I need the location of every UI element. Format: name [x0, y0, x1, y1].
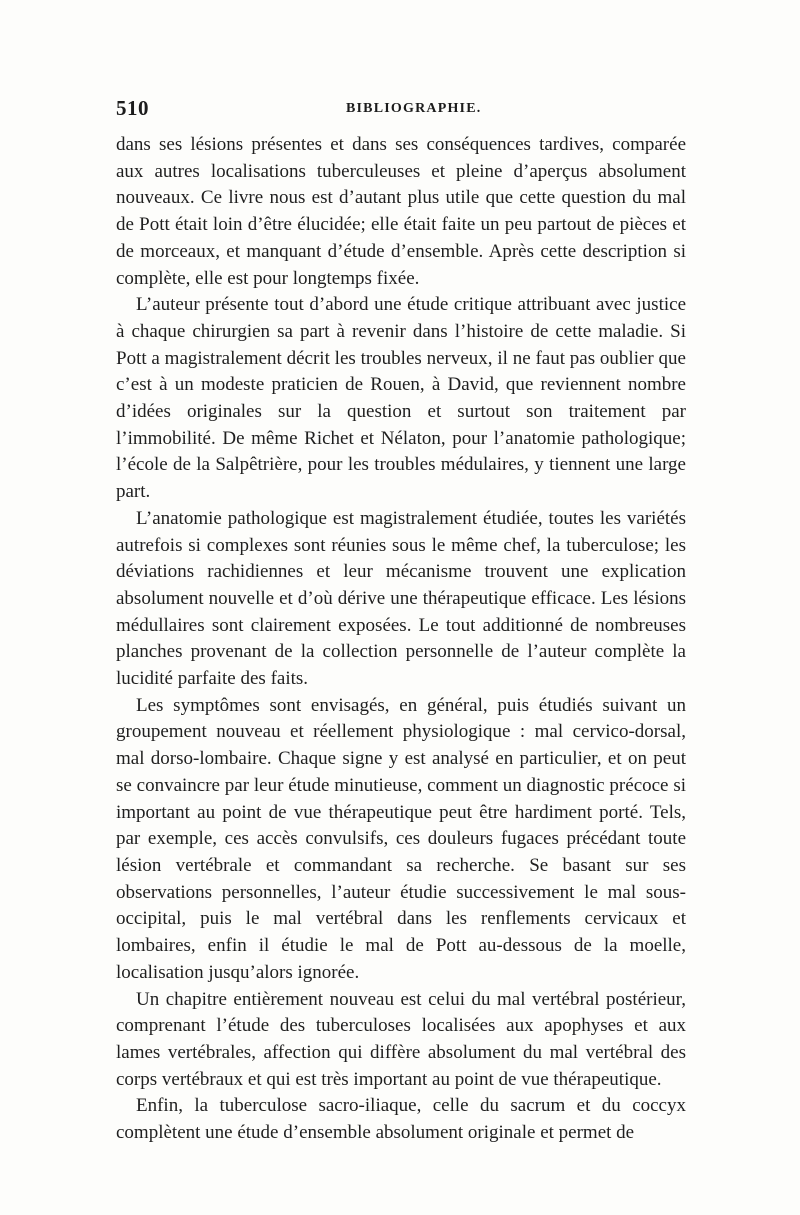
paragraph: L’auteur présente tout d’abord une étude critique attribuant avec justice à chaque chirurgien sa part à revenir dans l’histoire de cette maladie. Si Pott a magistralement décrit les troubles nerveux, il ne faut pas oublier que c’est à un modeste praticien de Rouen, à David, que reviennent nombre d’idées originales sur la question et surtout son traitement par l’immobilité. De même Richet et Nélaton, pour l’anatomie pathologique; l’école de la Salpêtrière, pour les troubles médulaires, y tiennent une large part.	[116, 294, 686, 503]
paragraph: L’anatomie pathologique est magistralement étudiée, toutes les variétés autrefois si complexes sont réunies sous le même chef, la tuberculose; les déviations rachidiennes et leur mécanisme trouvent une explication absolument nouvelle et d’où dérive une thérapeutique efficace. Les lésions médullaires sont clairement exposées. Le tout additionné de nombreuses planches provenant de la collection personnelle de l’auteur complète la lucidité parfaite des faits.	[116, 507, 686, 690]
page-header	[116, 96, 686, 126]
paragraph: Un chapitre entièrement nouveau est celui du mal vertébral postérieur, comprenant l’étude des tuberculoses localisées aux apophyses et aux lames vertébrales, affection qui diffère absolument du mal vertébral des corps vertébraux et qui est très important au point de vue thérapeutique.	[116, 988, 686, 1090]
body-text	[116, 132, 686, 1147]
paragraph: dans ses lésions présentes et dans ses conséquences tardives, comparée aux autres localisations tuberculeuses et pleine d’aperçus absolument nouveaux. Ce livre nous est d’autant plus utile que cette question du mal de Pott était loin d’être élucidée; elle était faite un peu partout de pièces et de morceaux, et manquant d’étude d’ensemble. Après cette description si complète, elle est pour longtemps fixée.	[116, 134, 686, 289]
page-number: 510	[116, 96, 149, 120]
running-title: BIBLIOGRAPHIE.	[346, 101, 482, 116]
paragraph: Enfin, la tuberculose sacro-iliaque, celle du sacrum et du coccyx complètent une étude d’ensemble absolument originale et permet de	[116, 1095, 686, 1144]
paragraph: Les symptômes sont envisagés, en général, puis étudiés suivant un groupement nouveau et réellement physiologique : mal cervico-dorsal, mal dorso-lombaire. Chaque signe y est analysé en particulier, et on peut se convaincre par leur étude minutieuse, comment un diagnostic précoce si important au point de vue thérapeutique peut être hardiment porté. Tels, par exemple, ces accès convulsifs, ces douleurs fugaces précédant toute lésion vertébrale et commandant sa recherche. Se basant sur ses observations personnelles, l’auteur étudie successivement le mal sous-occipital, puis le mal vertébral dans les renflements cervicaux et lombaires, enfin il étudie le mal de Pott au-dessous de la moelle, localisation jusqu’alors ignorée.	[116, 694, 686, 983]
